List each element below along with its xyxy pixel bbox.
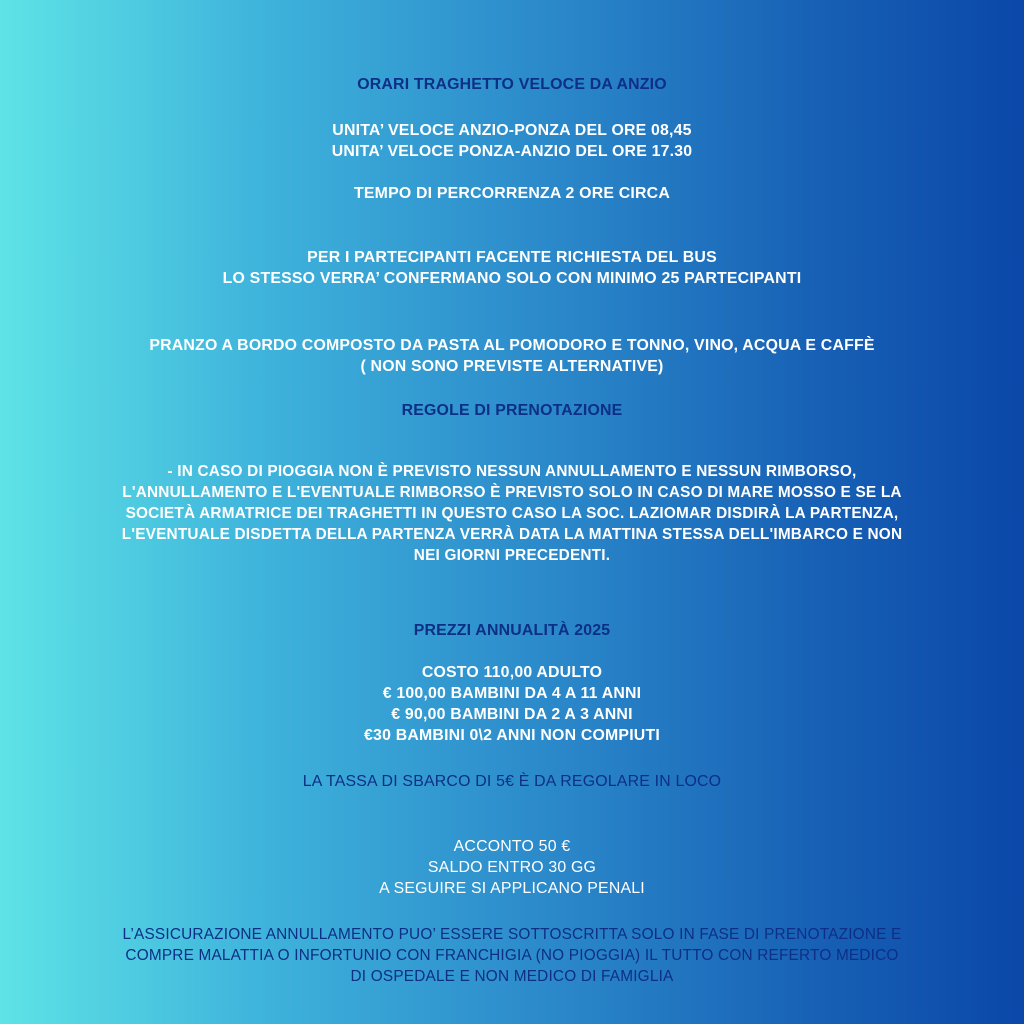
prices-heading-text: PREZZI ANNUALITÀ 2025 xyxy=(413,622,611,639)
lunch-info xyxy=(0,335,1024,377)
bus-info xyxy=(0,247,1024,289)
page-title xyxy=(0,74,1024,95)
rules-heading xyxy=(0,400,1024,421)
price-line: € 100,00 BAMBINI DA 4 A 11 ANNI xyxy=(382,685,642,702)
prices-block xyxy=(0,662,1024,746)
rules-block xyxy=(0,461,1024,566)
schedule-line: UNITA’ VELOCE PONZA-ANZIO DEL ORE 17.30 xyxy=(331,143,693,160)
tax-info xyxy=(0,771,1024,792)
payment-block xyxy=(0,836,1024,899)
prices-heading xyxy=(0,620,1024,641)
payment-line: A SEGUIRE SI APPLICANO PENALI xyxy=(379,880,645,897)
schedule-block xyxy=(0,120,1024,162)
lunch-line: ( NON SONO PREVISTE ALTERNATIVE) xyxy=(360,358,664,375)
insurance-line: COMPRE MALATTIA O INFORTUNIO CON FRANCHIGIA (NO PIOGGIA) IL TUTTO CON REFERTO MEDICO xyxy=(125,947,899,964)
bus-line: LO STESSO VERRA’ CONFERMANO SOLO CON MINIMO 25 PARTECIPANTI xyxy=(222,270,802,287)
payment-line: SALDO ENTRO 30 GG xyxy=(427,859,597,876)
insurance-line: DI OSPEDALE E NON MEDICO DI FAMIGLIA xyxy=(350,968,674,985)
payment-line: ACCONTO 50 € xyxy=(453,838,571,855)
price-line: COSTO 110,00 ADULTO xyxy=(421,664,603,681)
title-text: ORARI TRAGHETTO VELOCE DA ANZIO xyxy=(357,76,667,93)
lunch-line: PRANZO A BORDO COMPOSTO DA PASTA AL POMODORO E TONNO, VINO, ACQUA E CAFFÈ xyxy=(149,337,875,354)
tax-text: LA TASSA DI SBARCO DI 5€ È DA REGOLARE IN LOCO xyxy=(302,773,722,790)
rules-line: NEI GIORNI PRECEDENTI. xyxy=(413,547,611,564)
travel-time xyxy=(0,183,1024,204)
rules-line: L'EVENTUALE DISDETTA DELLA PARTENZA VERRÀ DATA LA MATTINA STESSA DELL'IMBARCO E NON xyxy=(121,526,903,543)
rules-line: SOCIETÀ ARMATRICE DEI TRAGHETTI IN QUESTO CASO LA SOC. LAZIOMAR DISDIRÀ LA PARTENZA, xyxy=(125,505,899,522)
insurance-block xyxy=(0,924,1024,987)
price-line: €30 BAMBINI 0\2 ANNI NON COMPIUTI xyxy=(364,727,660,744)
bus-line: PER I PARTECIPANTI FACENTE RICHIESTA DEL BUS xyxy=(307,249,717,266)
rules-heading-text: REGOLE DI PRENOTAZIONE xyxy=(401,402,623,419)
schedule-line: UNITA’ VELOCE ANZIO-PONZA DEL ORE 08,45 xyxy=(332,122,692,139)
rules-line: - IN CASO DI PIOGGIA NON È PREVISTO NESSUN ANNULLAMENTO E NESSUN RIMBORSO, xyxy=(167,463,857,480)
rules-line: L'ANNULLAMENTO E L'EVENTUALE RIMBORSO È PREVISTO SOLO IN CASO DI MARE MOSSO E SE LA xyxy=(122,484,902,501)
price-line: € 90,00 BAMBINI DA 2 A 3 ANNI xyxy=(391,706,633,723)
travel-time-text: TEMPO DI PERCORRENZA 2 ORE CIRCA xyxy=(354,185,670,202)
insurance-line: L’ASSICURAZIONE ANNULLAMENTO PUO’ ESSERE SOTTOSCRITTA SOLO IN FASE DI PRENOTAZIONE E xyxy=(122,926,902,943)
